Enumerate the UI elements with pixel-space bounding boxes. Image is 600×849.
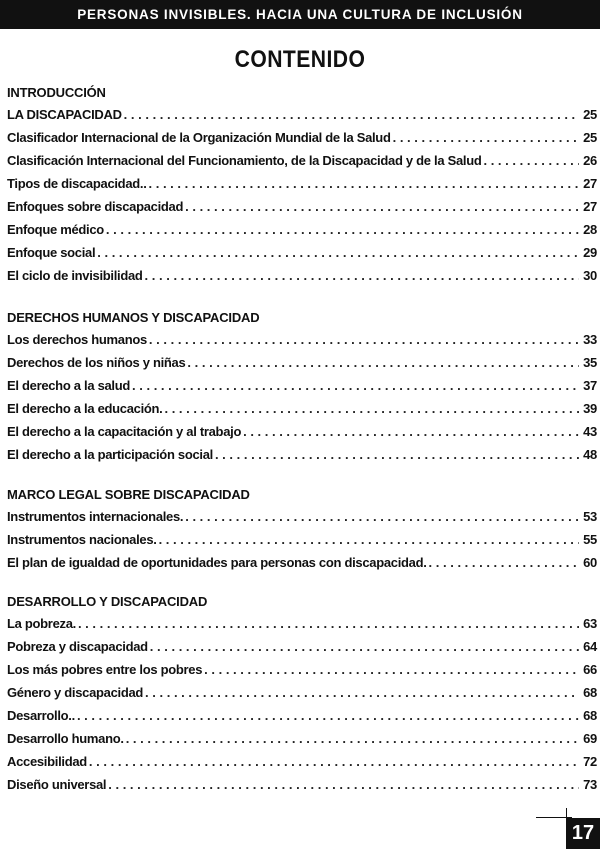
toc-entry-title: Instrumentos internacionales.	[7, 509, 184, 524]
toc-entry-title: Derechos de los niños y niñas	[7, 355, 186, 370]
toc-entry[interactable]	[7, 773, 597, 796]
toc-entry-page: 28	[583, 222, 597, 237]
toc-entry-title: Diseño universal	[7, 777, 107, 792]
dot-leader	[185, 195, 579, 218]
dot-leader	[185, 505, 579, 528]
toc-entry-page: 30	[583, 268, 597, 283]
toc-entry-title: Género y discapacidad	[7, 685, 144, 700]
dot-leader	[145, 264, 579, 287]
toc-entry-page: 35	[583, 355, 597, 370]
toc-entry-title: Clasificador Internacional de la Organización Mundial de la Salud	[7, 130, 391, 145]
toc-entry-title: El plan de igualdad de oportunidades para personas con discapacidad.	[7, 555, 427, 570]
toc-entry-page: 63	[583, 616, 597, 631]
toc-entry-title: Los derechos humanos	[7, 332, 147, 347]
table-of-contents	[7, 82, 597, 796]
dot-leader	[243, 420, 579, 443]
toc-entry[interactable]	[7, 172, 597, 195]
toc-entry-page: 69	[583, 731, 597, 746]
toc-entry[interactable]	[7, 351, 597, 374]
toc-entry-page: 66	[583, 662, 597, 677]
toc-entry[interactable]	[7, 241, 597, 264]
toc-entry[interactable]	[7, 328, 597, 351]
running-header-title: PERSONAS INVISIBLES. HACIA UNA CULTURA DE INCLUSIÓN	[77, 7, 523, 22]
toc-entry-title: LA DISCAPACIDAD	[7, 107, 122, 122]
toc-entry-title: El derecho a la capacitación y al trabajo	[7, 424, 242, 439]
dot-leader	[78, 612, 579, 635]
toc-entry-title: Enfoque social	[7, 245, 96, 260]
toc-entry-page: 25	[583, 107, 597, 122]
dot-leader	[77, 704, 579, 727]
dot-leader	[145, 681, 579, 704]
toc-entry-page: 43	[583, 424, 597, 439]
toc-entry-title: Pobreza y discapacidad	[7, 639, 148, 654]
toc-entry-title: El derecho a la participación social	[7, 447, 213, 462]
toc-entry-title: Enfoque médico	[7, 222, 104, 237]
dot-leader	[187, 351, 579, 374]
toc-entry[interactable]	[7, 704, 597, 727]
toc-entry-page: 29	[583, 245, 597, 260]
toc-entry[interactable]	[7, 149, 597, 172]
dot-leader	[124, 103, 579, 126]
dot-leader	[429, 551, 579, 574]
toc-entry-page: 33	[583, 332, 597, 347]
section-spacer	[7, 287, 597, 307]
toc-entry[interactable]	[7, 612, 597, 635]
dot-leader	[215, 443, 579, 466]
section-spacer	[7, 466, 597, 484]
page-number-box	[566, 818, 600, 849]
toc-entry-page: 72	[583, 754, 597, 769]
toc-entry-title: Clasificación Internacional del Funcionamiento, de la Discapacidad y de la Salud	[7, 153, 482, 168]
dot-leader	[132, 374, 579, 397]
toc-entry-page: 37	[583, 378, 597, 393]
toc-entry-page: 53	[583, 509, 597, 524]
toc-entry-title: El derecho a la educación.	[7, 401, 163, 416]
toc-entry-title: El ciclo de invisibilidad	[7, 268, 143, 283]
dot-leader	[149, 172, 579, 195]
section-heading-derechos-humanos: DERECHOS HUMANOS Y DISCAPACIDAD	[7, 310, 260, 325]
toc-entry-page: 39	[583, 401, 597, 416]
toc-entry-page: 64	[583, 639, 597, 654]
toc-entry-page: 26	[583, 153, 597, 168]
toc-entry[interactable]	[7, 374, 597, 397]
toc-entry-title: Desarrollo humano.	[7, 731, 124, 746]
toc-entry[interactable]	[7, 750, 597, 773]
running-header	[0, 0, 600, 29]
toc-entry[interactable]	[7, 551, 597, 574]
toc-entry-page: 25	[583, 130, 597, 145]
toc-entry-title: La pobreza.	[7, 616, 76, 631]
toc-entry[interactable]	[7, 528, 597, 551]
dot-leader	[126, 727, 579, 750]
toc-entry[interactable]	[7, 635, 597, 658]
toc-entry-page: 68	[583, 685, 597, 700]
toc-entry-title: El derecho a la salud	[7, 378, 131, 393]
toc-entry-page: 68	[583, 708, 597, 723]
dot-leader	[108, 773, 579, 796]
page-number: 17	[571, 822, 595, 844]
toc-entry[interactable]	[7, 264, 597, 287]
toc-entry[interactable]	[7, 727, 597, 750]
dot-leader	[204, 658, 579, 681]
dot-leader	[393, 126, 579, 149]
section-heading-marco-legal: MARCO LEGAL SOBRE DISCAPACIDAD	[7, 487, 250, 502]
toc-entry[interactable]	[7, 443, 597, 466]
dot-leader	[106, 218, 579, 241]
toc-entry-title: Desarrollo..	[7, 708, 75, 723]
toc-entry-page: 60	[583, 555, 597, 570]
toc-entry[interactable]	[7, 681, 597, 704]
toc-entry-page: 73	[583, 777, 597, 792]
toc-entry-title: Los más pobres entre los pobres	[7, 662, 203, 677]
dot-leader	[159, 528, 579, 551]
toc-entry-page: 27	[583, 176, 597, 191]
toc-entry[interactable]	[7, 658, 597, 681]
toc-entry-page: 48	[583, 447, 597, 462]
dot-leader	[149, 328, 579, 351]
dot-leader	[97, 241, 579, 264]
toc-entry[interactable]	[7, 126, 597, 149]
toc-entry[interactable]	[7, 103, 597, 126]
toc-entry[interactable]	[7, 505, 597, 528]
section-heading-introduccion: INTRODUCCIÓN	[7, 85, 106, 100]
section-spacer	[7, 574, 597, 591]
dot-leader	[89, 750, 579, 773]
page-title: CONTENIDO	[234, 46, 366, 73]
dot-leader	[150, 635, 579, 658]
toc-entry[interactable]	[7, 397, 597, 420]
toc-entry-title: Tipos de discapacidad..	[7, 176, 147, 191]
toc-entry-title: Accesibilidad	[7, 754, 87, 769]
toc-entry-title: Instrumentos nacionales.	[7, 532, 157, 547]
toc-entry[interactable]	[7, 195, 597, 218]
section-heading-desarrollo: DESARROLLO Y DISCAPACIDAD	[7, 594, 208, 609]
toc-entry-page: 27	[583, 199, 597, 214]
dot-leader	[164, 397, 579, 420]
toc-entry[interactable]	[7, 420, 597, 443]
toc-entry[interactable]	[7, 218, 597, 241]
dot-leader	[483, 149, 579, 172]
toc-entry-page: 55	[583, 532, 597, 547]
toc-entry-title: Enfoques sobre discapacidad	[7, 199, 184, 214]
